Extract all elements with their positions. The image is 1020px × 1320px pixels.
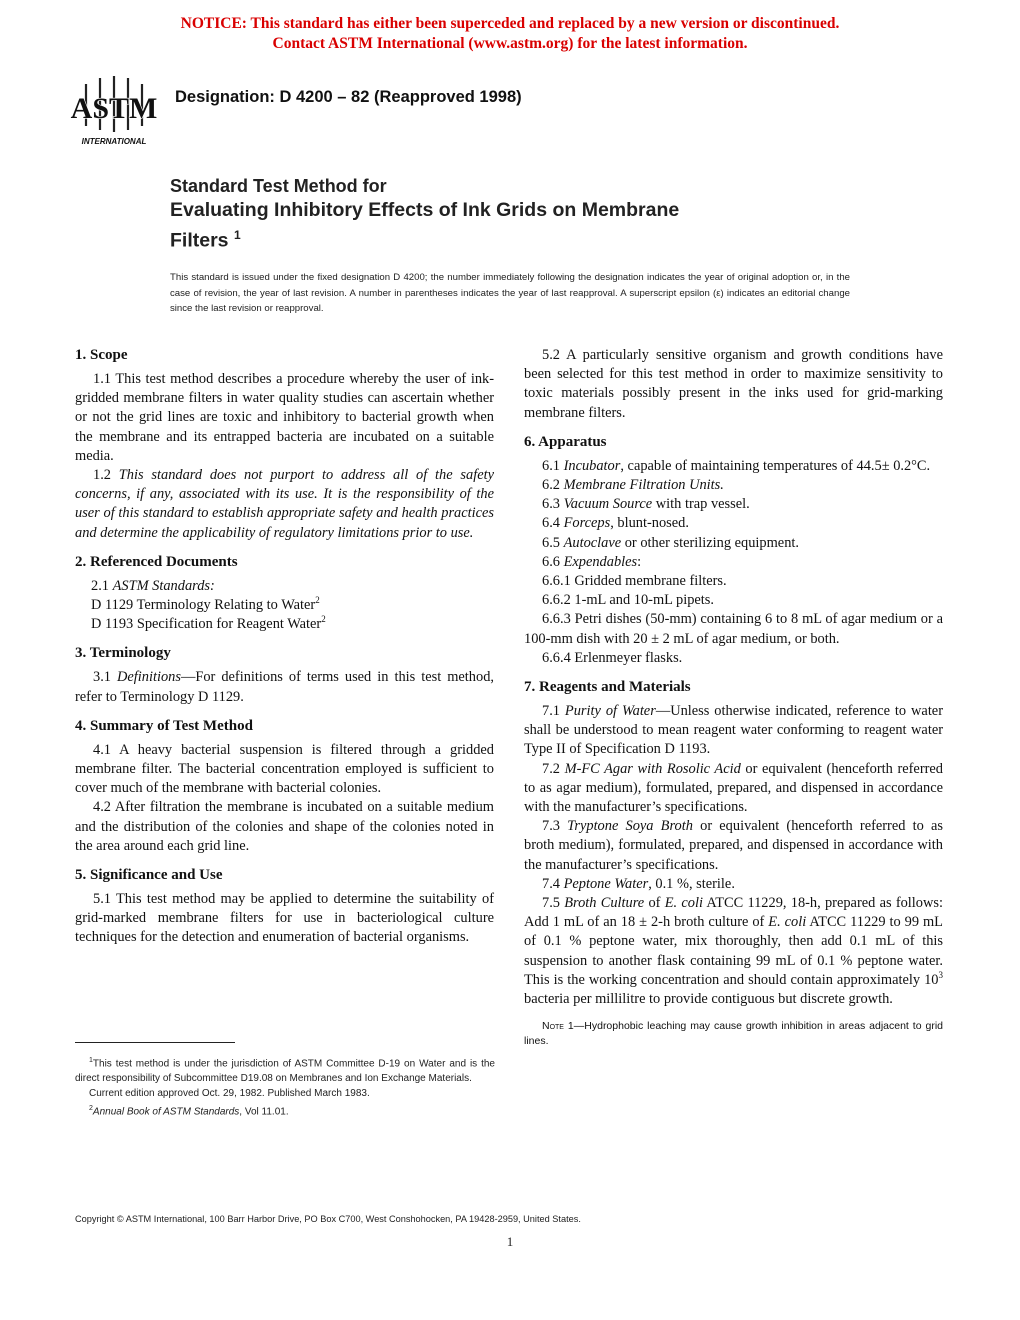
reference-text: D 1193 Specification for Reagent Water xyxy=(91,616,322,633)
term: Broth Culture xyxy=(564,895,645,912)
footnote-title: Annual Book of ASTM Standards xyxy=(92,1106,240,1118)
title-line-2: Evaluating Inhibitory Effects of Ink Grids on Membrane xyxy=(170,199,680,221)
page-number: 1 xyxy=(506,1234,514,1249)
paragraph-text: , capable of maintaining temperatures of 44.5± 0.2°C. xyxy=(620,457,931,474)
paragraph-text: or other sterilizing equipment. xyxy=(621,534,799,551)
title-line-3 xyxy=(170,223,679,254)
astm-logo xyxy=(64,74,164,150)
paragraph-text: or equivalent (henceforth referred to as broth medium), formulated, prepared, and dispensed in accordance with the manufacturer’s specifications. xyxy=(524,818,943,873)
paragraph-text: , blunt-nosed. xyxy=(610,515,689,532)
paragraph xyxy=(524,514,943,533)
organism-name: E. coli xyxy=(664,895,703,912)
paragraph-number: 6.5 xyxy=(542,534,564,551)
paragraph: 4.2 After filtration the membrane is incubated on a suitable medium and the distribution of the colonies and shape of the colonies noted in the area around each grid line. xyxy=(75,799,494,854)
section-heading: 2. Referenced Documents xyxy=(75,553,238,570)
paragraph: 5.1 This test method may be applied to determine the suitability of grid-marked membrane filters for use in bacteriological culture techniques for the detection and enumeration of bacterial organisms. xyxy=(75,891,494,946)
logo-caption: INTERNATIONAL xyxy=(81,137,147,146)
paragraph-text: of xyxy=(644,895,665,912)
list-term: ASTM Standards: xyxy=(112,577,215,594)
paragraph-text: bacteria per millilitre to provide contiguous but discrete growth. xyxy=(524,991,893,1008)
paragraph-number: 6.4 xyxy=(542,515,564,532)
paragraph-number: 7.1 xyxy=(542,703,565,720)
footnote-number: 2 xyxy=(89,1105,93,1113)
paragraph-text: with trap vessel. xyxy=(652,496,750,513)
paragraph-number: 6.1 xyxy=(542,457,564,474)
paragraph xyxy=(524,875,943,894)
section-heading: 4. Summary of Test Method xyxy=(75,717,253,734)
paragraph: 6.6.3 Petri dishes (50-mm) containing 6 to 8 mL of agar medium or a 100-mm dish with 20 ± 2 mL of agar medium, or both. xyxy=(524,611,943,647)
term: Membrane Filtration Units. xyxy=(563,477,724,494)
footnote-text: This test method is under the jurisdiction of ASTM Committee D-19 on Water and is the direct responsibility of Subcommittee D19.08 on Membranes and Ion Exchange Materials. xyxy=(75,1058,495,1085)
footnote-number: 1 xyxy=(89,1057,93,1064)
paragraph-number: 6.3 xyxy=(542,496,564,513)
section-heading: 3. Terminology xyxy=(75,645,171,662)
paragraph-text: or equivalent (henceforth referred to as agar medium), formulated, prepared, and dispensed in accordance with the manufacturer’s specifications. xyxy=(524,760,943,816)
copyright: Copyright © ASTM International, 100 Barr Harbor Drive, PO Box C700, West Conshohocken, PA 19428-2959, United States. xyxy=(75,1214,581,1224)
notice-banner xyxy=(0,14,1020,54)
section-heading: 5. Significance and Use xyxy=(75,867,223,884)
footnote xyxy=(75,1053,495,1086)
title-footnote-ref: 1 xyxy=(233,228,241,242)
paragraph xyxy=(524,553,943,572)
notice-line-2: Contact ASTM International (www.astm.org) for the latest information. xyxy=(272,35,748,52)
footnotes xyxy=(75,1053,495,1120)
paragraph: 5.2 A particularly sensitive organism and growth conditions have been selected for this test method in order to maximize sensitivity to toxic materials possibly present in the inks used for grid-marking membrane filters. xyxy=(524,347,943,421)
paragraph xyxy=(524,894,943,1009)
term: Autoclave xyxy=(563,534,622,551)
footnote-ref: 2 xyxy=(321,614,326,625)
paragraph-text: —Unless otherwise indicated, reference to water shall be understood to mean reagent water conforming to reagent water Type II of Specification D 1193. xyxy=(524,703,943,758)
paragraph xyxy=(524,495,943,514)
term: M-FC Agar with Rosolic Acid xyxy=(564,760,741,777)
paragraph xyxy=(524,534,943,553)
list-item xyxy=(75,577,494,596)
paragraph: 4.1 A heavy bacterial suspension is filtered through a gridded membrane filter. The bacterial concentration employed is sufficient to cover much of the membrane with bacterial colonies. xyxy=(75,741,494,797)
paragraph-number: 1.2 xyxy=(93,467,119,484)
list-item xyxy=(75,596,494,615)
title-line-1: Standard Test Method for xyxy=(170,176,387,196)
document-title xyxy=(170,174,679,254)
section-heading: 1. Scope xyxy=(75,347,128,363)
paragraph: 6.6.4 Erlenmeyer flasks. xyxy=(542,649,683,666)
list-item xyxy=(75,615,494,634)
footnote-ref: 2 xyxy=(315,595,320,606)
paragraph xyxy=(75,668,494,706)
paragraph xyxy=(524,817,943,875)
note xyxy=(524,1019,943,1049)
paragraph xyxy=(524,702,943,760)
left-column xyxy=(75,346,494,948)
paragraph-number: 7.4 xyxy=(542,875,564,892)
right-column xyxy=(524,346,943,1049)
designation: Designation: D 4200 – 82 (Reapproved 1998) xyxy=(175,88,522,106)
organism-name: E. coli xyxy=(768,914,807,931)
paragraph-number: 7.2 xyxy=(542,760,565,777)
paragraph xyxy=(75,466,494,543)
note-text: —Hydrophobic leaching may cause growth inhibition in areas adjacent to grid lines. xyxy=(524,1020,943,1048)
paragraph: 6.6.1 Gridded membrane filters. xyxy=(542,573,727,590)
paragraph-number: 3.1 xyxy=(93,669,117,686)
paragraph-italic: This standard does not purport to address all of the safety concerns, if any, associated with its use. It is the responsibility of the user of this standard to establish appropriate safety and health practices and determine the applicability of regulatory limitations prior to use. xyxy=(75,467,494,541)
paragraph xyxy=(524,476,943,495)
title-line-3-text: Filters xyxy=(170,229,229,252)
reference-text: D 1129 Terminology Relating to Water xyxy=(91,597,316,614)
list-number: 2.1 xyxy=(91,577,113,594)
note-label: Note 1 xyxy=(542,1020,574,1033)
paragraph-text: , 0.1 %, sterile. xyxy=(648,875,735,892)
section-heading: 7. Reagents and Materials xyxy=(524,679,691,696)
exponent: 3 xyxy=(938,970,943,981)
paragraph-number: 7.3 xyxy=(542,818,568,835)
footnote-text: , Vol 11.01. xyxy=(239,1106,289,1118)
issued-note: This standard is issued under the fixed designation D 4200; the number immediately following the designation indicates the year of original adoption or, in the case of revision, the year of last revision. A number in parentheses indicates the year of last reapproval. A superscript epsilon (ε) indicates an editorial change since the last revision or reapproval. xyxy=(170,272,850,314)
paragraph: 1.1 This test method describes a procedure whereby the user of ink-gridded membrane filters in water quality studies can ascertain whether or not the grid lines are toxic and inhibitory to bacterial growth when the membrane and its entrapped bacteria are incubated on a suitable media. xyxy=(75,371,494,464)
term: Vacuum Source xyxy=(563,496,653,513)
footnote-divider xyxy=(75,1042,235,1043)
term: Tryptone Soya Broth xyxy=(567,818,693,835)
paragraph-number: 7.5 xyxy=(542,895,565,912)
footnote xyxy=(75,1101,495,1119)
term: Purity of Water xyxy=(564,703,656,720)
paragraph-text: —For definitions of terms used in this test method, refer to Terminology D 1129. xyxy=(75,669,494,705)
paragraph-text: : xyxy=(637,553,642,570)
paragraph xyxy=(524,457,943,476)
paragraph-number: 6.2 xyxy=(542,477,564,494)
term: Incubator xyxy=(563,457,621,474)
paragraph: 6.6.2 1-mL and 10-mL pipets. xyxy=(542,592,714,609)
term: Definitions xyxy=(117,669,181,686)
notice-line-1: NOTICE: This standard has either been superceded and replaced by a new version or discontinued. xyxy=(180,15,840,32)
footnote: Current edition approved Oct. 29, 1982. Published March 1983. xyxy=(89,1088,370,1100)
paragraph-text: ATCC 11229, 18-h, prepared as follows: Add 1 mL of an 18 ± 2-h broth culture of xyxy=(524,895,943,931)
term: Forceps xyxy=(563,515,611,532)
term: Peptone Water xyxy=(563,875,649,892)
paragraph-text: ATCC 11229 to 99 mL of 0.1 % peptone water, mix thoroughly, then add 0.1 mL of this suspension to another flask containing 99 mL of 0.1 % peptone water. This is the working concentration and should contain approximately 10 xyxy=(524,914,943,988)
logo-text: ASTM xyxy=(70,92,158,125)
term: Expendables xyxy=(563,553,638,570)
paragraph-number: 6.6 xyxy=(542,553,564,570)
section-heading: 6. Apparatus xyxy=(524,433,607,450)
paragraph xyxy=(524,760,943,818)
